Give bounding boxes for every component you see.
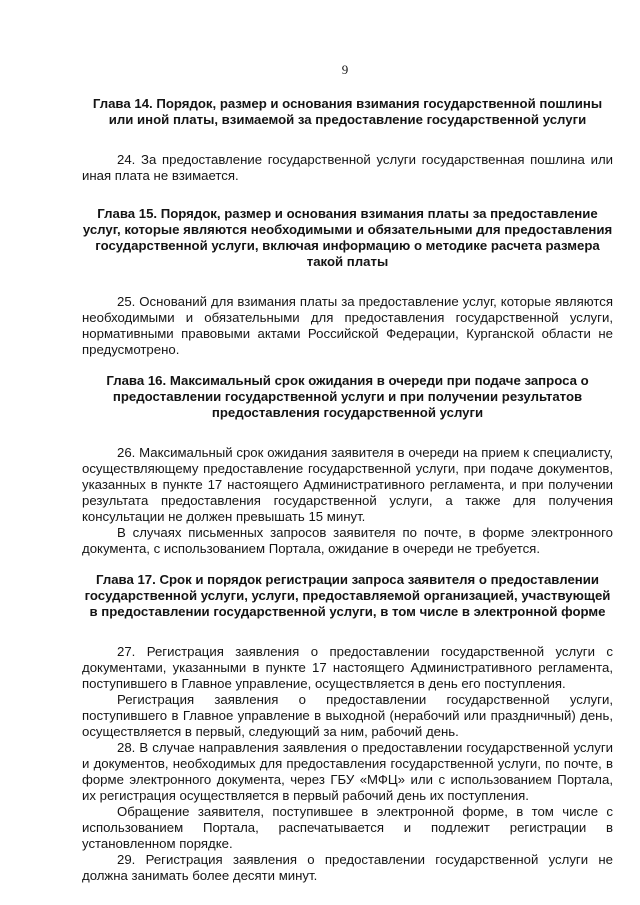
paragraph-28: 28. В случае направления заявления о предоставлении государственной услуги и документов, необходимых для предоставления государственной услуги, по почте, в форме электронного документа, через ГБУ «МФЦ» или с использованием Портала, их регистрация осуществляется в первый рабочий день их поступления. — [82, 740, 613, 803]
paragraph-25: 25. Оснований для взимания платы за предоставление услуг, которые являются необходимыми и обязательными для предоставления государственной услуги, нормативными правовыми актами Российской Федерации, Курганской области не предусмотрено. — [82, 294, 613, 357]
chapter-16-heading: Глава 16. Максимальный срок ожидания в очереди при подаче запроса о предоставлении государственной услуги и при получении результатов предоставления государственной услуги — [106, 373, 589, 420]
paragraph-29: 29. Регистрация заявления о предоставлении государственной услуги не должна занимать более десяти минут. — [82, 852, 613, 883]
paragraph-27-continued: Регистрация заявления о предоставлении государственной услуги, поступившего в Главное управление в выходной (нерабочий или праздничный) день, осуществляется в первый, следующий за ним, рабочий день. — [82, 692, 613, 739]
paragraph-27: 27. Регистрация заявления о предоставлении государственной услуги с документами, указанными в пункте 17 настоящего Административного регламента, поступившего в Главное управление, осуществляется в день его поступления. — [82, 644, 613, 691]
paragraph-28-continued: Обращение заявителя, поступившее в электронной форме, в том числе с использованием Портала, распечатывается и подлежит регистрации в установленном порядке. — [82, 804, 613, 851]
chapter-14-heading: Глава 14. Порядок, размер и основания взимания государственной пошлины или иной платы, взимаемой за предоставление государственной услуги — [92, 96, 603, 127]
chapter-15-heading: Глава 15. Порядок, размер и основания взимания платы за предоставление услуг, которые являются необходимыми и обязательными для предоставления государственной услуги, включая информацию о методике расчета размера такой платы — [82, 206, 613, 269]
chapter-17 — [82, 572, 613, 884]
paragraph-24: 24. За предоставление государственной услуги государственная пошлина или иная плата не взимается. — [82, 152, 613, 183]
chapter-17-heading: Глава 17. Срок и порядок регистрации запроса заявителя о предоставлении государственной услуги, услуги, предоставляемой организацией, участвующей в предоставлении государственной услуги, в том числе в электронной форме — [84, 572, 611, 619]
paragraph-26: 26. Максимальный срок ожидания заявителя в очереди на прием к специалисту, осуществляющему предоставление государственной услуги, при подаче документов, указанных в пункте 17 настоящего Административного регламента, и при получении результата предоставления государственной услуги, а также для получения консультации не должен превышать 15 минут. — [82, 445, 613, 524]
document-body — [82, 96, 613, 884]
paragraph-26-continued: В случаях письменных запросов заявителя по почте, в форме электронного документа, с использованием Портала, ожидание в очереди не требуется. — [82, 525, 613, 556]
page-number: 9 — [341, 62, 349, 77]
chapter-16 — [82, 373, 613, 557]
chapter-15 — [82, 206, 613, 358]
chapter-14 — [82, 96, 613, 184]
